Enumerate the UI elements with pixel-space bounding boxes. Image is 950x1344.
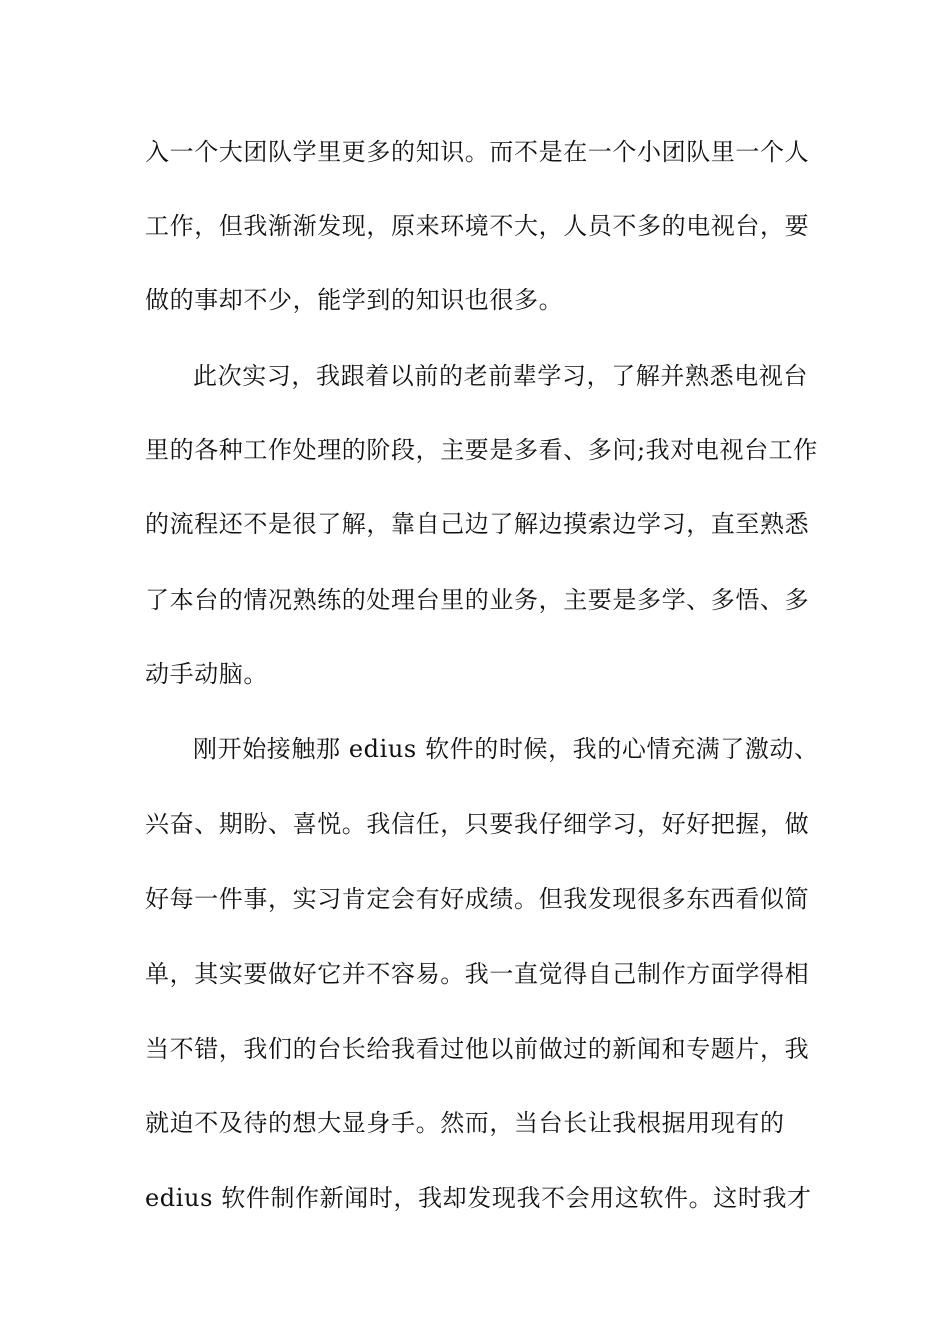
- paragraph-3-line-3: 好每一件事，实习肯定会有好成绩。但我发现很多东西看似简: [145, 885, 810, 913]
- paragraph-2-line-1: 此次实习，我跟着以前的老前辈学习，了解并熟悉电视台: [193, 362, 808, 390]
- paragraph-2-line-4: 了本台的情况熟练的处理台里的业务，主要是多学、多悟、多: [145, 586, 810, 614]
- paragraph-1-line-1: 入一个大团队学里更多的知识。而不是在一个小团队里一个人: [145, 138, 810, 166]
- paragraph-3-line-6: 就迫不及待的想大显身手。然而，当台长让我根据用现有的: [145, 1109, 785, 1137]
- paragraph-2-line-5: 动手动脑。: [145, 660, 268, 688]
- paragraph-3-line-7: edius 软件制作新闻时，我却发现我不会用这软件。这时我才: [145, 1184, 812, 1212]
- paragraph-3-line-5: 当不错，我们的台长给我看过他以前做过的新闻和专题片，我: [145, 1035, 810, 1063]
- paragraph-3-line-2: 兴奋、期盼、喜悦。我信任，只要我仔细学习，好好把握，做: [145, 810, 810, 838]
- paragraph-1-line-2: 工作，但我渐渐发现，原来环境不大，人员不多的电视台，要: [145, 212, 810, 240]
- paragraph-3-line-1: 刚开始接触那 edius 软件的时候，我的心情充满了激动、: [193, 735, 819, 763]
- paragraph-2-line-3: 的流程还不是很了解，靠自己边了解边摸索边学习，直至熟悉: [145, 510, 810, 538]
- paragraph-3-line-4: 单，其实要做好它并不容易。我一直觉得自己制作方面学得相: [145, 960, 810, 988]
- paragraph-2-line-2: 里的各种工作处理的阶段，主要是多看、多问;我对电视台工作: [145, 436, 818, 464]
- paragraph-1-line-3: 做的事却不少，能学到的知识也很多。: [145, 286, 564, 314]
